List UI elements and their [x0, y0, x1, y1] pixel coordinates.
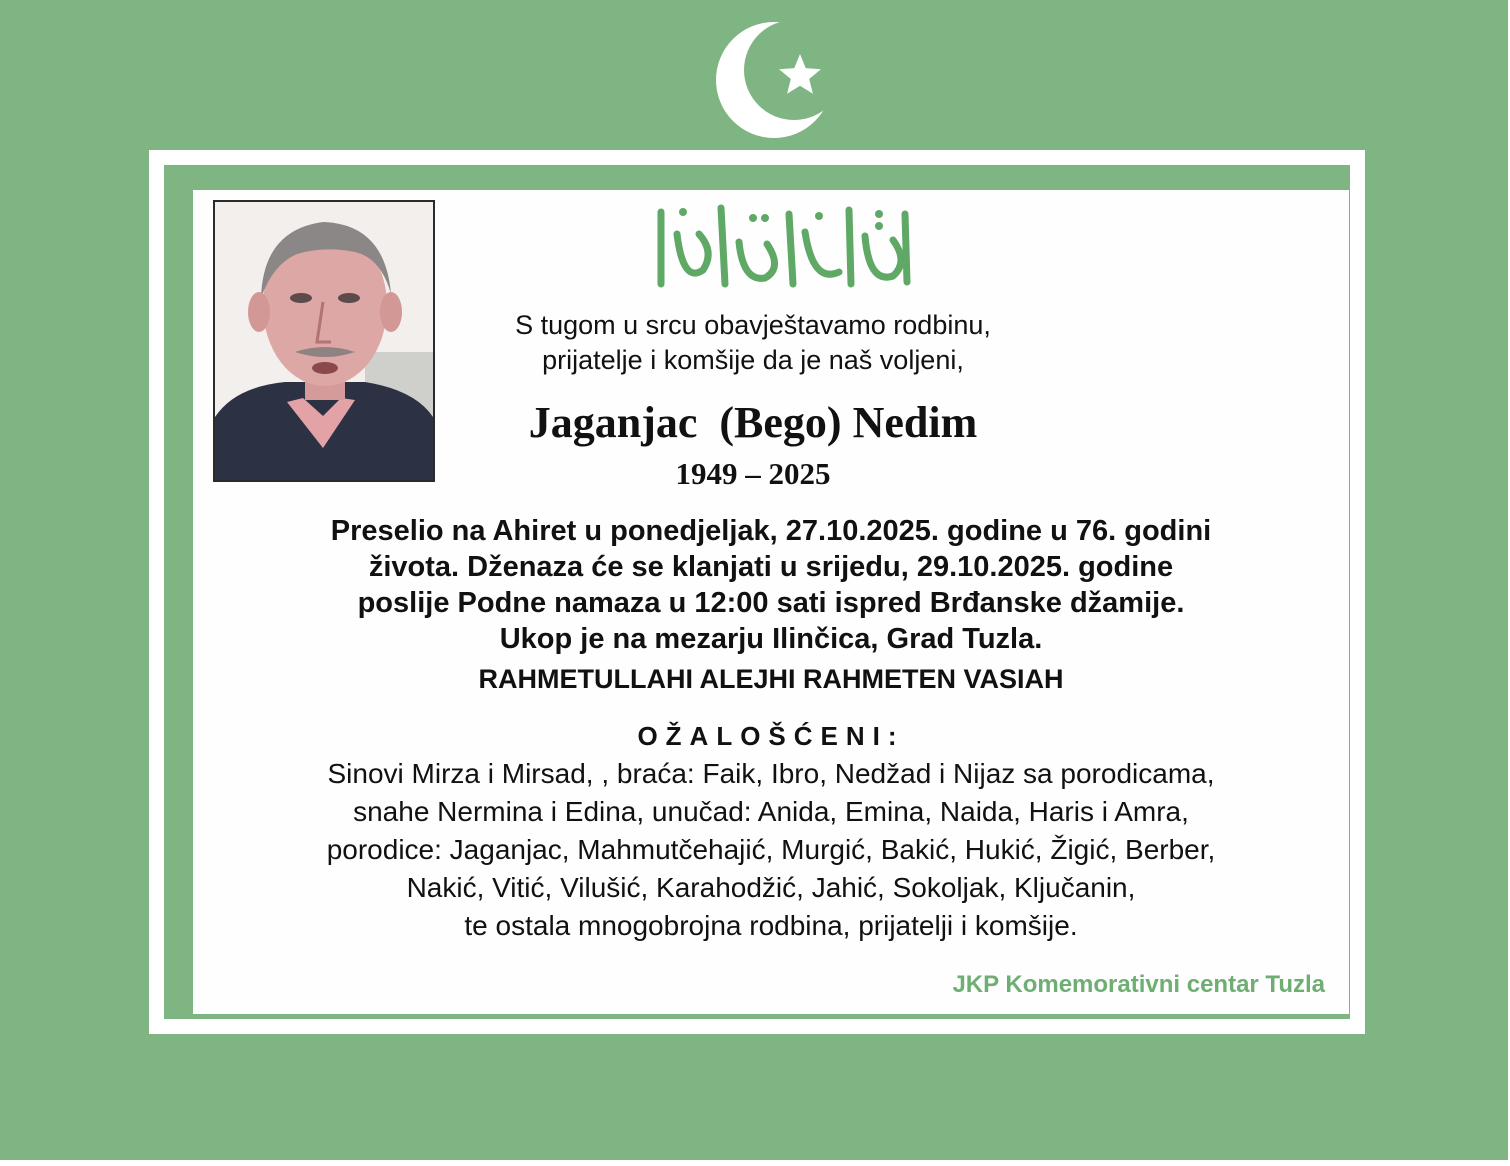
mourners-heading: OŽALOŠĆENI: [637, 721, 905, 751]
announcement [193, 513, 1349, 657]
intro-line: prijatelje i komšije da je naš voljeni, [542, 345, 964, 375]
portrait-image [215, 202, 433, 480]
outer-frame [149, 150, 1365, 1034]
mourners-line: te ostala mnogobrojna rodbina, prijatelji i komšije. [464, 910, 1078, 941]
mourners-line: snahe Nermina i Edina, unučad: Anida, Emina, Naida, Haris i Amra, [353, 796, 1189, 827]
notice-panel [193, 190, 1349, 1014]
crescent-star-icon [716, 18, 840, 142]
mourners-line: porodice: Jaganjac, Mahmutčehajić, Murgić, Bakić, Hukić, Žigić, Berber, [326, 834, 1216, 865]
intro-text [493, 308, 1013, 378]
arabic-calligraphy-icon [643, 192, 923, 292]
footer-organization: JKP Komemorativni centar Tuzla [952, 971, 1325, 998]
prayer-line: RAHMETULLAHI ALEJHI RAHMETEN VASIAH [478, 664, 1064, 694]
mourners-line: Sinovi Mirza i Mirsad, , braća: Faik, Ibro, Nedžad i Nijaz sa porodicama, [327, 758, 1215, 789]
announcement-line: Ukop je na mezarju Ilinčica, Grad Tuzla. [499, 623, 1043, 655]
announcement-line: života. Dženaza će se klanjati u srijedu, 29.10.2025. godine [368, 551, 1174, 583]
mourners-line: Nakić, Vitić, Vilušić, Karahodžić, Jahić, Sokoljak, Ključanin, [406, 872, 1136, 903]
announcement-line: poslije Podne namaza u 12:00 sati ispred Brđanske džamije. [357, 587, 1185, 619]
mourners-list [193, 755, 1349, 945]
life-years: 1949 – 2025 [675, 456, 831, 491]
intro-line: S tugom u srcu obavještavamo rodbinu, [515, 310, 991, 340]
portrait-photo [213, 200, 435, 482]
announcement-line: Preselio na Ahiret u ponedjeljak, 27.10.2025. godine u 76. godini [330, 515, 1212, 547]
deceased-name: Jaganjac (Bego) Nedim [528, 398, 978, 447]
inner-border [164, 165, 1350, 1019]
